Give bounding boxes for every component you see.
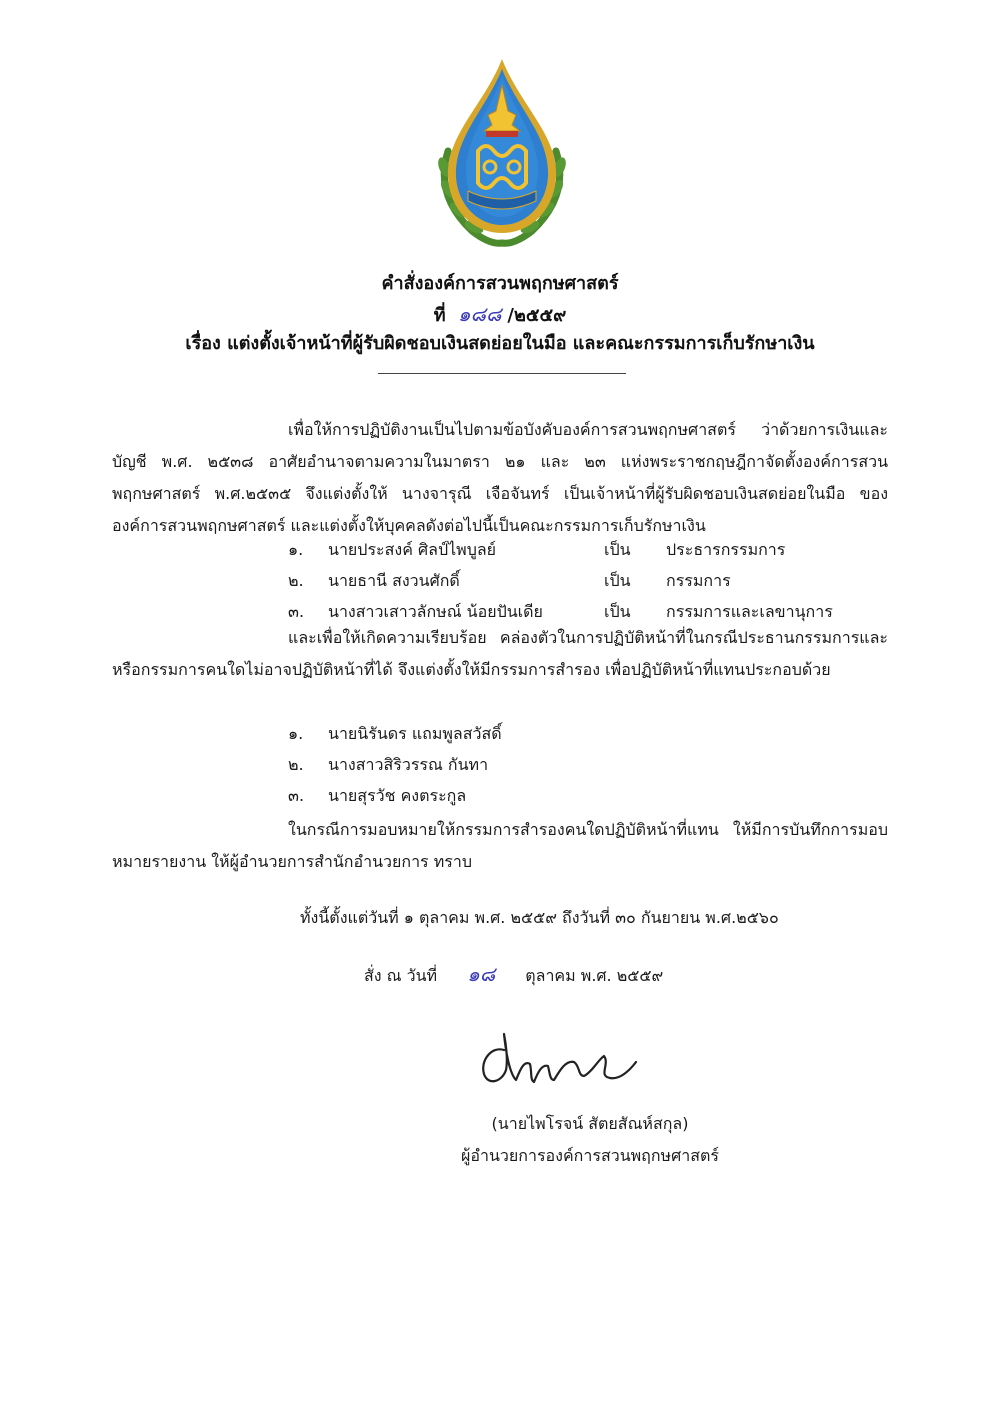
order-subject: เรื่อง แต่งตั้งเจ้าหน้าที่ผู้รับผิดชอบเงินสดย่อยในมือ และคณะกรรมการเก็บรักษาเงิน xyxy=(185,333,815,354)
divider xyxy=(378,373,626,374)
list-number: ๑. xyxy=(288,724,304,743)
list-number: ๓. xyxy=(288,786,305,805)
member-as: เป็น xyxy=(604,540,631,559)
member-name: นายธานี สงวนศักดิ์ xyxy=(328,571,460,590)
paragraph-alternates: และเพื่อให้เกิดความเรียบร้อย คล่องตัวในการปฏิบัติหน้าที่ในกรณีประธานกรรมการและหรือกรรมการคนใดไม่อาจปฏิบัติหน้าที่ได้ จึงแต่งตั้งให้มีกรรมการสำรอง เพื่อปฏิบัติหน้าที่แทนประกอบด้วย xyxy=(112,628,888,679)
member-as: เป็น xyxy=(604,602,631,621)
paragraph-authority: เพื่อให้การปฏิบัติงานเป็นไปตามข้อบังคับองค์การสวนพฤกษศาสตร์ ว่าด้วยการเงินและบัญชี พ.ศ. ๒๕๓๘ อาศัยอำนาจตามความในมาตรา ๒๑ และ ๒๓ แห่งพระราชกฤษฎีกาจัดตั้งองค์การสวนพฤกษศาสตร์ พ.ศ.๒๕๓๕ จึงแต่งตั้งให้ นางจารุณี เจือจันทร์ เป็นเจ้าหน้าที่ผู้รับผิดชอบเงินสดย่อยในมือ ขององค์การสวนพฤกษศาสตร์ และแต่งตั้งให้บุคคลดังต่อไปนี้เป็นคณะกรรมการเก็บรักษาเงิน xyxy=(112,420,888,535)
committee-list xyxy=(288,534,833,627)
given-day-handwritten: ๑๘ xyxy=(467,962,496,986)
order-number-handwritten: ๑๘๘ xyxy=(457,302,502,326)
member-name: นายสุรวัช คงตระกูล xyxy=(328,786,467,805)
order-number-suffix: /๒๕๕๙ xyxy=(507,305,567,326)
member-role: กรรมการและเลขานุการ xyxy=(666,602,833,621)
list-item xyxy=(288,749,502,780)
member-as: เป็น xyxy=(604,571,631,590)
list-number: ๒. xyxy=(288,571,304,590)
paragraph-delegation: ในกรณีการมอบหมายให้กรรมการสำรองคนใดปฏิบัติหน้าที่แทน ให้มีการบันทึกการมอบหมายรายงาน ให้ผู้อำนวยการสำนักอำนวยการ ทราบ xyxy=(112,820,888,871)
member-role: ประธารกรรมการ xyxy=(666,540,786,559)
given-suffix: ตุลาคม พ.ศ. ๒๕๕๙ xyxy=(525,966,664,985)
list-number: ๒. xyxy=(288,755,304,774)
order-number xyxy=(0,298,1000,330)
signer-position: ผู้อำนวยการองค์การสวนพฤกษศาสตร์ xyxy=(461,1146,719,1165)
signer-name: (นายไพโรจน์ สัตยสัณห์สกุล) xyxy=(491,1114,689,1133)
given-prefix: สั่ง ณ วันที่ xyxy=(364,966,438,985)
list-number: ๓. xyxy=(288,602,305,621)
list-item xyxy=(288,534,833,565)
member-name: นายนิรันดร แถมพูลสวัสดิ์ xyxy=(328,724,502,743)
list-item xyxy=(288,780,502,811)
alternates-list xyxy=(288,718,502,811)
member-role: กรรมการ xyxy=(666,571,731,590)
member-name: นางสาวเสาวลักษณ์ น้อยปันเดีย xyxy=(328,602,543,621)
organization-seal-icon xyxy=(428,55,576,247)
member-name: นายประสงค์ ศิลป์ไพบูลย์ xyxy=(328,540,497,559)
effective-period: ทั้งนี้ตั้งแต่วันที่ ๑ ตุลาคม พ.ศ. ๒๕๕๙ ถึงวันที่ ๓๐ กันยายน พ.ศ.๒๕๖๐ xyxy=(300,908,779,927)
signature-icon xyxy=(470,1030,650,1100)
member-name: นางสาวสิริวรรณ กันทา xyxy=(328,755,489,774)
given-date xyxy=(364,958,663,990)
order-number-prefix: ที่ xyxy=(433,305,446,326)
list-number: ๑. xyxy=(288,540,304,559)
order-title: คำสั่งองค์การสวนพฤกษศาสตร์ xyxy=(381,273,619,294)
list-item xyxy=(288,565,833,596)
list-item xyxy=(288,718,502,749)
